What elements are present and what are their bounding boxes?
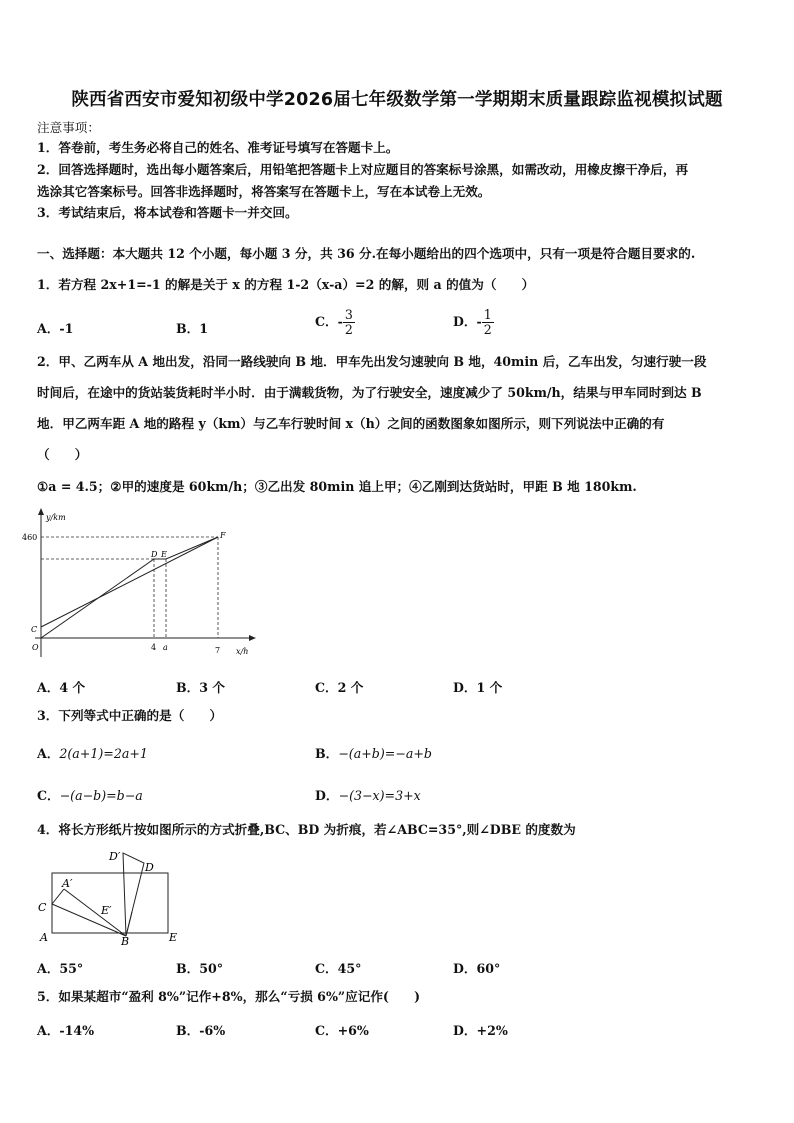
q2-ylabel: y/km <box>46 513 66 522</box>
q2-label-E: E <box>161 550 167 559</box>
q4-label-Ap: A′ <box>62 877 73 890</box>
q3-option-d-label: D． <box>315 788 339 803</box>
q2-line-1: 2．甲、乙两车从 A 地出发，沿同一路线驶向 B 地．甲车先出发匀速驶向 B 地，40min 后，乙车出发，匀速行驶一段 <box>37 354 707 369</box>
q5-option-a: A．-14% <box>37 1023 95 1038</box>
q2-y-axis-arrow <box>38 508 44 515</box>
q5-option-b: B．-6% <box>176 1023 226 1038</box>
q1-option-a: A．-1 <box>37 321 74 336</box>
q3-option-d-expr: −(3−x)=3+x <box>338 788 421 803</box>
q2-line-yi <box>41 537 218 638</box>
q4-label-A: A <box>40 931 48 944</box>
q5-stem: 5．如果某超市“盈利 8%”记作+8%，那么“亏损 6%”应记作( ) <box>37 989 421 1004</box>
q3-stem: 3．下列等式中正确的是（ ） <box>37 708 223 723</box>
q3-option-b-label: B． <box>315 746 339 761</box>
q1-option-c <box>315 308 355 337</box>
q3-option-c <box>37 785 143 804</box>
q2-x-axis-arrow <box>249 635 256 641</box>
q3-option-c-expr: −(a−b)=b−a <box>59 788 143 803</box>
q2-statements: ①a = 4.5；②甲的速度是 60km/h；③乙出发 80min 追上甲；④乙刚到达货站时，甲距 B 地 180km. <box>37 479 637 494</box>
q2-option-d: D．1 个 <box>453 680 503 695</box>
q1-option-c-num: 3 <box>344 307 353 322</box>
q3-option-c-label: C． <box>37 788 60 803</box>
notice-item-3: 3．考试结束后，将本试卷和答题卡一并交回。 <box>37 205 298 220</box>
q4-option-c: C．45° <box>315 961 362 976</box>
q4-label-B: B <box>121 935 130 948</box>
q4-label-Dp: D′ <box>109 850 121 863</box>
q2-option-b: B．3 个 <box>176 680 225 695</box>
q4-line-be <box>126 912 132 936</box>
q1-stem: 1．若方程 2x+1=-1 的解是关于 x 的方程 1-2（x-a）=2 的解，则 a 的值为（ ） <box>37 277 535 292</box>
q2-line-jia <box>41 537 218 627</box>
section-heading: 一、选择题：本大题共 12 个小题，每小题 3 分，共 36 分.在每小题给出的四个选项中，只有一项是符合题目要求的. <box>37 246 696 261</box>
q3-option-a-expr: 2(a+1)=2a+1 <box>59 746 148 761</box>
q1-option-d <box>453 308 494 337</box>
q2-label-F: F <box>220 531 226 540</box>
q2-label-xa: a <box>163 643 168 652</box>
q4-fold-ca <box>52 889 64 904</box>
q4-label-Ep: E′ <box>101 904 112 917</box>
q4-option-d: D．60° <box>453 961 501 976</box>
q2-label-x7: 7 <box>215 646 221 655</box>
q3-option-a-label: A． <box>37 746 60 761</box>
notice-item-2-cont: 选涂其它答案标号。回答非选择题时，将答案写在答题卡上，写在本试卷上无效。 <box>37 184 491 199</box>
q4-fold-ab <box>64 889 126 936</box>
q2-label-D: D <box>151 550 158 559</box>
q1-option-d-num: 1 <box>483 307 492 322</box>
q1-option-d-prefix: D．- <box>453 314 482 329</box>
notice-heading: 注意事项： <box>37 120 100 135</box>
q3-option-a <box>37 743 148 762</box>
notice-item-2: 2．回答选择题时，选出每小题答案后，用铅笔把答题卡上对应题目的答案标号涂黑，如需改动，用橡皮擦干净后，再 <box>37 162 689 177</box>
q4-label-C: C <box>38 901 47 914</box>
q4-label-E: E <box>169 931 178 944</box>
q3-option-d <box>315 785 421 804</box>
q2-line-3: 地．甲乙两车距 A 地的路程 y（km）与乙车行驶时间 x（h）之间的函数图象如图所示，则下列说法中正确的有 <box>37 416 665 431</box>
q2-line-4: （ ） <box>37 447 88 462</box>
q2-label-O: O <box>32 643 39 652</box>
exam-title: 陕西省西安市爱知初级中学2026届七年级数学第一学期期末质量跟踪监视模拟试题 <box>71 90 723 110</box>
q4-option-a: A．55° <box>37 961 84 976</box>
q4-option-b: B．50° <box>176 961 224 976</box>
q2-graph <box>22 505 270 665</box>
q3-option-b-expr: −(a+b)=−a+b <box>338 746 432 761</box>
q4-stem: 4．将长方形纸片按如图所示的方式折叠,BC、BD 为折痕，若∠ABC=35°,则∠DBE 的度数为 <box>37 822 576 837</box>
q1-option-c-fraction <box>343 308 355 337</box>
q2-option-c: C．2 个 <box>315 680 364 695</box>
q1-option-c-den: 2 <box>344 322 353 337</box>
q2-xlabel: x/h <box>236 647 249 656</box>
q4-label-D: D <box>145 861 154 874</box>
q1-option-c-prefix: C．- <box>315 314 343 329</box>
q5-option-c: C．+6% <box>315 1023 369 1038</box>
q5-option-d: D．+2% <box>453 1023 508 1038</box>
q2-label-x4: 4 <box>151 643 157 652</box>
q4-crease-bc <box>52 904 126 936</box>
notice-item-1: 1．答卷前，考生务必将自己的姓名、准考证号填写在答题卡上。 <box>37 140 399 155</box>
q3-option-b <box>315 743 432 762</box>
q1-option-d-den: 2 <box>483 322 492 337</box>
q2-label-460: 460 <box>22 533 38 542</box>
q1-option-d-fraction <box>482 308 494 337</box>
q4-figure <box>34 846 194 946</box>
q2-option-a: A．4 个 <box>37 680 86 695</box>
q2-line-2: 时间后，在途中的货站装货耗时半小时．由于满载货物，为了行驶安全，速度减少了 50km/h，结果与甲车同时到达 B <box>37 385 702 400</box>
q1-option-b: B．1 <box>176 321 209 336</box>
q4-fold-ad <box>123 853 144 936</box>
q2-label-C: C <box>31 625 38 634</box>
